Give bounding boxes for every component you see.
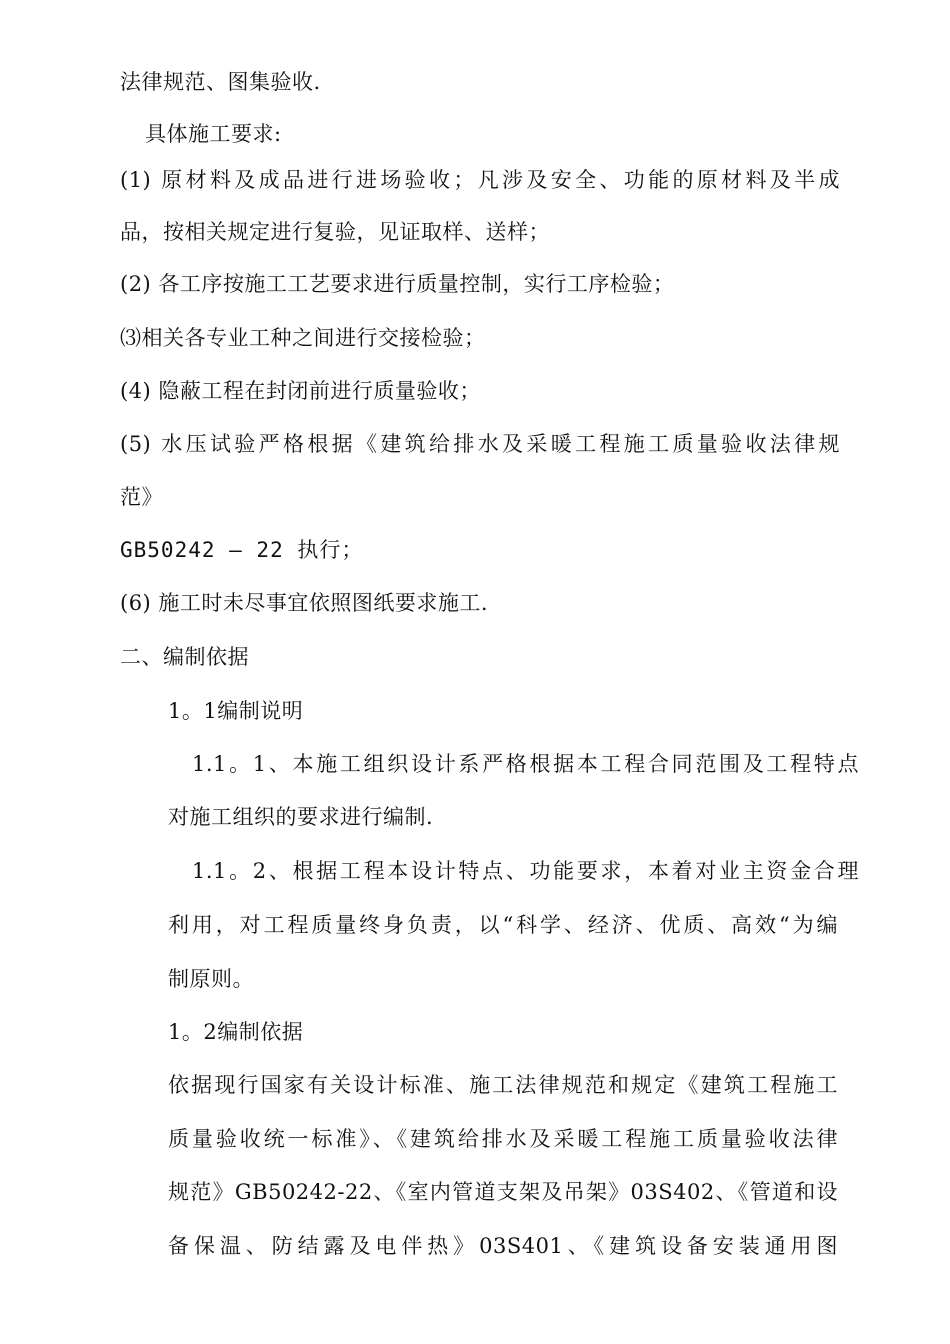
text-line: (2) 各工序按施工工艺要求进行质量控制，实行工序检验；: [120, 272, 675, 296]
text-line: 范》: [120, 485, 163, 509]
text-line: (5) 水压试验严格根据《建筑给排水及采暖工程施工质量验收法律规: [120, 432, 840, 456]
text-line: 质量验收统一标准》、《建筑给排水及采暖工程施工质量验收法律: [168, 1127, 838, 1151]
subsection-heading: 1。2编制依据: [168, 1020, 304, 1044]
text-line: 法律规范、图集验收.: [120, 70, 321, 94]
text-line: GB50242 — 22 执行；: [120, 538, 364, 562]
text-line: (1) 原材料及成品进行进场验收；凡涉及安全、功能的原材料及半成: [120, 168, 840, 192]
text-line: 品，按相关规定进行复验，见证取样、送样；: [120, 220, 550, 244]
subsection-heading: 1。1编制说明: [168, 699, 304, 723]
text-line: 1.1。1、本施工组织设计系严格根据本工程合同范围及工程特点: [192, 752, 859, 776]
text-line: 对施工组织的要求进行编制.: [168, 805, 434, 829]
text-line: 1.1。2、根据工程本设计特点、功能要求，本着对业主资金合理: [192, 859, 859, 883]
text-line: (6) 施工时未尽事宜依照图纸要求施工.: [120, 591, 489, 615]
text-line: (4) 隐蔽工程在封闭前进行质量验收；: [120, 379, 481, 403]
text-line: 具体施工要求:: [145, 122, 282, 146]
section-heading: 二、编制依据: [120, 645, 249, 669]
text-line: 规范》GB50242-22、《室内管道支架及吊架》03S402、《管道和设: [168, 1180, 838, 1204]
text-line: 利用，对工程质量终身负责，以“科学、经济、优质、高效“为编: [168, 913, 838, 937]
text-line: 依据现行国家有关设计标准、施工法律规范和规定《建筑工程施工: [168, 1073, 838, 1097]
text-line: 备保温、防结露及电伴热》03S401、《建筑设备安装通用图: [168, 1234, 838, 1258]
text-line: 制原则。: [168, 967, 254, 991]
text-line: ⑶相关各专业工种之间进行交接检验；: [120, 326, 486, 350]
